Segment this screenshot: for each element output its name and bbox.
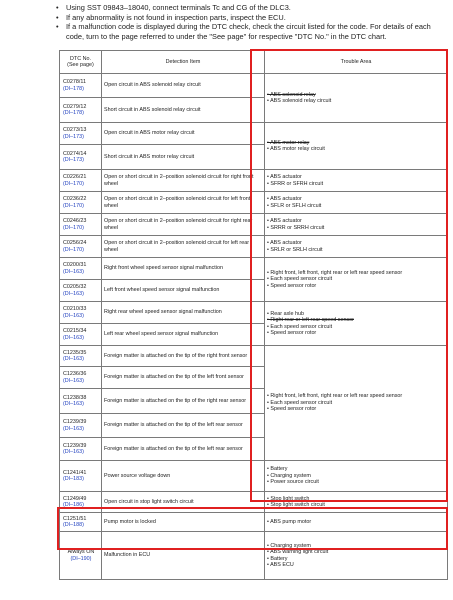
dtc-code-cell [60, 513, 102, 532]
dtc-code: C0278/11 [63, 79, 86, 86]
detection-item-cell: Short circuit in ABS solenoid relay circuit [102, 98, 265, 123]
see-page-link[interactable]: (DI–173) [63, 157, 84, 163]
trouble-area-cell [265, 461, 448, 492]
trouble-area-item: • ABS solenoid relay [267, 91, 316, 98]
detection-item-cell: Foreign matter is attached on the tip of the left rear sensor [102, 438, 265, 461]
dtc-code-cell [60, 346, 102, 367]
dtc-code-cell [60, 236, 102, 258]
table-row [60, 123, 448, 145]
trouble-area-item: • Charging system [267, 542, 311, 549]
dtc-code-cell [60, 214, 102, 236]
detection-item-cell: Foreign matter is attached on the tip of the right rear sensor [102, 389, 265, 414]
trouble-area-cell [265, 513, 448, 532]
intro-bullet: • If a malfunction code is displayed during the DTC check, check the circuit listed for the code. For details of each code, turn to the page referred to under the "See page" for respective "DTC No." in the DTC chart. [58, 22, 446, 41]
see-page-link[interactable]: (DI–188) [63, 522, 84, 528]
dtc-code-cell [60, 123, 102, 145]
header-detection-item: Detection Item [102, 51, 265, 74]
trouble-area-item: • Speed sensor rotor [267, 329, 317, 336]
dtc-code-cell [60, 145, 102, 170]
dtc-code-cell [60, 74, 102, 98]
intro-bullet: • Using SST 09843–18040, connect terminals Tc and CG of the DLC3. [58, 3, 446, 13]
dtc-code: C0210/33 [63, 306, 87, 313]
detection-item-cell: Short circuit in ABS motor relay circuit [102, 145, 265, 170]
detection-item-cell: Pump motor is locked [102, 513, 265, 532]
dtc-code: C0273/13 [63, 127, 87, 134]
dtc-code-cell [60, 302, 102, 324]
see-page-link[interactable]: (DI–163) [63, 401, 84, 407]
trouble-area-item: • SRRR or SRRH circuit [267, 224, 325, 231]
detection-item-cell: Open or short circuit in 2–position solenoid circuit for right rear wheel [102, 214, 265, 236]
trouble-area-cell [265, 302, 448, 346]
see-page-link[interactable]: (DI–163) [63, 425, 84, 432]
dtc-code-cell [60, 367, 102, 389]
table-header-row [60, 51, 448, 74]
see-page-link[interactable]: (DI–163) [63, 334, 84, 341]
dtc-code: C0215/34 [63, 328, 87, 335]
dtc-code: C0279/12 [63, 103, 87, 110]
table-row [60, 492, 448, 513]
dtc-code: C1239/39 [63, 419, 87, 426]
dtc-code-cell [60, 414, 102, 438]
trouble-area-item: • Power source circuit [267, 479, 319, 486]
trouble-area-cell [265, 258, 448, 302]
trouble-area-cell [265, 236, 448, 258]
see-page-link[interactable]: (DI–170) [63, 180, 84, 187]
trouble-area-item: • Each speed sensor circuit [267, 399, 333, 406]
trouble-area-item: • Rear axle hub [267, 310, 304, 317]
table-row [60, 461, 448, 492]
dtc-code-cell [60, 389, 102, 414]
dtc-code: C1236/36 [63, 371, 87, 378]
table-row [60, 532, 448, 580]
see-page-link[interactable]: (DI–190) [70, 555, 92, 562]
trouble-area-item: • ABS ECU [267, 561, 294, 568]
table-row [60, 258, 448, 280]
see-page-link[interactable]: (DI–163) [63, 449, 84, 455]
see-page-link[interactable]: (DI–163) [63, 268, 84, 275]
trouble-area-item: • ABS solenoid relay circuit [267, 98, 332, 104]
trouble-area-cell [265, 214, 448, 236]
see-page-link[interactable]: (DI–173) [63, 133, 84, 140]
detection-item-cell: Open circuit in stop light switch circuit [102, 492, 265, 513]
detection-item-cell: Foreign matter is attached on the tip of the left rear sensor [102, 414, 265, 438]
trouble-area-cell [265, 123, 448, 170]
dtc-code-cell [60, 170, 102, 192]
dtc-code: Always ON [67, 549, 95, 556]
dtc-chart-table [59, 50, 448, 580]
header-dtc-no: DTC No. (See page) [60, 51, 102, 74]
dtc-code: C1235/35 [63, 349, 87, 356]
detection-item-cell: Open or short circuit in 2–position solenoid circuit for left front wheel [102, 192, 265, 214]
dtc-code: C0274/14 [63, 150, 87, 157]
trouble-area-item: • Each speed sensor circuit [267, 276, 333, 283]
trouble-area-item: • ABS actuator [267, 218, 302, 225]
trouble-area-cell [265, 346, 448, 461]
see-page-link[interactable]: (DI–178) [63, 110, 84, 116]
trouble-area-item: • Right rear or left rear speed sensor [267, 317, 354, 324]
trouble-area-item: • SRLR or SRLH circuit [267, 246, 323, 253]
table-row [60, 74, 448, 98]
trouble-area-item: • Speed sensor rotor [267, 282, 317, 289]
trouble-area-item: • ABS motor relay [267, 139, 310, 146]
see-page-link[interactable]: (DI–186) [63, 502, 84, 508]
dtc-code: C0246/23 [63, 218, 87, 225]
detection-item-cell: Open or short circuit in 2–position solenoid circuit for right front wheel [102, 170, 265, 192]
table-row [60, 513, 448, 532]
dtc-code: C1251/51 [63, 515, 87, 522]
trouble-area-item: • Charging system [267, 472, 311, 479]
detection-item-cell: Left rear wheel speed sensor signal malfunction [102, 324, 265, 346]
intro-bullet-list [58, 3, 446, 41]
trouble-area-item: • Battery [267, 466, 288, 473]
dtc-code: C1239/39 [63, 442, 87, 449]
see-page-link[interactable]: (DI–163) [63, 356, 84, 362]
dtc-code: C0226/21 [63, 174, 87, 181]
table-row [60, 302, 448, 324]
detection-item-cell: Foreign matter is attached on the tip of the right front sensor [102, 346, 265, 367]
trouble-area-cell [265, 492, 448, 513]
table-row [60, 346, 448, 367]
dtc-code-cell [60, 532, 102, 580]
trouble-area-item: • Stop light switch circuit [267, 502, 325, 508]
detection-item-cell: Open circuit in ABS motor relay circuit [102, 123, 265, 145]
trouble-area-item: • ABS actuator [267, 240, 302, 247]
table-row [60, 192, 448, 214]
detection-item-cell: Malfunction in ECU [102, 532, 265, 580]
dtc-code: C0236/22 [63, 196, 87, 203]
trouble-area-item: • SFLR or SFLH circuit [267, 202, 322, 209]
table-body [60, 74, 448, 580]
dtc-code: C0256/24 [63, 240, 87, 247]
intro-bullet: • If any abnormality is not found in inspection parts, inspect the ECU. [58, 13, 446, 23]
trouble-area-item: • ABS warning light circuit [267, 549, 329, 556]
dtc-code-cell [60, 280, 102, 302]
header-trouble-area: Trouble Area [265, 51, 448, 74]
dtc-code-cell [60, 98, 102, 123]
trouble-area-item: • Right front, left front, right rear or left rear speed sensor [267, 269, 403, 276]
see-page-link[interactable]: (DI–163) [63, 312, 84, 319]
trouble-area-item: • ABS actuator [267, 196, 302, 203]
trouble-area-item: • ABS pump motor [267, 518, 312, 525]
detection-item-cell: Right rear wheel speed sensor signal malfunction [102, 302, 265, 324]
trouble-area-cell [265, 532, 448, 580]
trouble-area-item: • Each speed sensor circuit [267, 323, 333, 330]
see-page-link[interactable]: (DI–183) [63, 476, 84, 482]
table-row [60, 214, 448, 236]
see-page-link[interactable]: (DI–163) [63, 290, 84, 297]
dtc-code-cell [60, 324, 102, 346]
table-row [60, 236, 448, 258]
trouble-area-cell [265, 170, 448, 192]
dtc-code: C0200/31 [63, 262, 87, 269]
trouble-area-cell [265, 192, 448, 214]
detection-item-cell: Right front wheel speed sensor signal malfunction [102, 258, 265, 280]
dtc-code-cell [60, 438, 102, 461]
dtc-code: C1238/38 [63, 394, 87, 401]
see-page-link[interactable]: (DI–170) [63, 202, 84, 209]
dtc-code-cell [60, 492, 102, 513]
dtc-code-cell [60, 192, 102, 214]
dtc-code-cell [60, 258, 102, 280]
trouble-area-item: • Right front, left front, right rear or left rear speed sensor [267, 393, 403, 400]
trouble-area-item: • ABS motor relay circuit [267, 146, 325, 152]
see-page-link[interactable]: (DI–170) [63, 246, 84, 253]
trouble-area-item: • Stop light switch [267, 495, 310, 502]
detection-item-cell: Foreign matter is attached on the tip of the left front sensor [102, 367, 265, 389]
detection-item-cell: Power source voltage down [102, 461, 265, 492]
trouble-area-item: • Speed sensor rotor [267, 406, 317, 413]
see-page-link[interactable]: (DI–170) [63, 224, 84, 231]
dtc-code: C0205/32 [63, 284, 87, 291]
see-page-link[interactable]: (DI–178) [63, 85, 84, 92]
trouble-area-item: • ABS actuator [267, 174, 302, 181]
dtc-code: C1249/49 [63, 495, 87, 502]
detection-item-cell: Open or short circuit in 2–position solenoid circuit for left rear wheel [102, 236, 265, 258]
trouble-area-cell [265, 74, 448, 123]
trouble-area-item: • SFRR or SFRH circuit [267, 180, 324, 187]
trouble-area-item: • Battery [267, 555, 288, 562]
table-row [60, 170, 448, 192]
see-page-link[interactable]: (DI–163) [63, 377, 84, 384]
dtc-code: C1241/41 [63, 469, 87, 476]
detection-item-cell: Left front wheel speed sensor signal malfunction [102, 280, 265, 302]
detection-item-cell: Open circuit in ABS solenoid relay circuit [102, 74, 265, 98]
dtc-code-cell [60, 461, 102, 492]
